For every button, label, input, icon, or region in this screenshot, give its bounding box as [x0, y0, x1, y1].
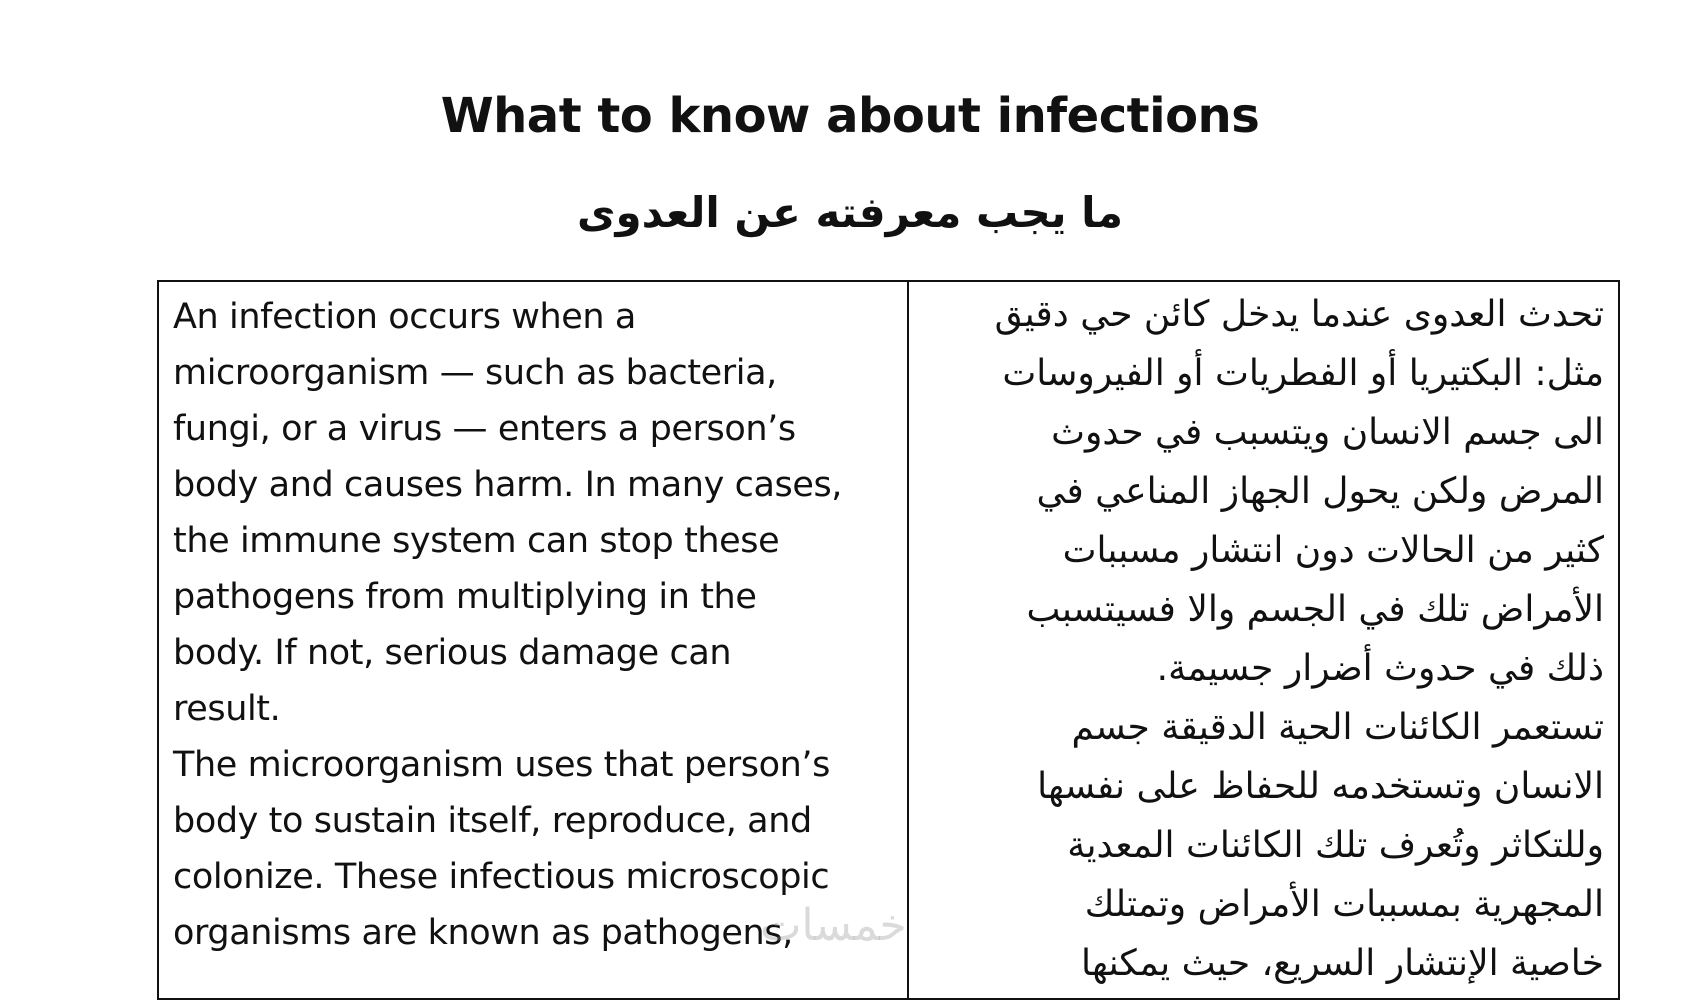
arabic-text-line: تستعمر الكائنات الحية الدقيقة جسم [1071, 707, 1604, 748]
english-text-line: fungi, or a virus — enters a person’s [173, 409, 796, 449]
arabic-text-line: المرض ولكن يحول الجهاز المناعي في [1036, 471, 1604, 512]
english-text-line: colonize. These infectious microscopic [173, 857, 830, 897]
english-column [159, 282, 909, 998]
arabic-text-line: الى جسم الانسان ويتسبب في حدوث [1051, 412, 1604, 453]
arabic-column [909, 282, 1618, 998]
arabic-text-line: الأمراض تلك في الجسم والا فسيتسبب [1026, 589, 1604, 630]
arabic-text-line: مثل: البكتيريا أو الفطريات أو الفيروسات [1002, 353, 1604, 394]
document-title-english: What to know about infections [440, 88, 1260, 144]
english-text-line: microorganism — such as bacteria, [173, 353, 777, 393]
bilingual-table [157, 280, 1620, 1000]
arabic-text-line: المجهرية بمسببات الأمراض وتمتلك [1084, 884, 1604, 925]
arabic-text-line: وللتكاثر وتُعرف تلك الكائنات المعدية [1067, 825, 1604, 866]
english-text-line: result. [173, 689, 281, 729]
english-text-line: The microorganism uses that person’s [173, 745, 830, 785]
english-text-line: body. If not, serious damage can [173, 633, 732, 673]
arabic-text-line: تحدث العدوى عندما يدخل كائن حي دقيق [994, 294, 1604, 335]
english-text-line: the immune system can stop these [173, 521, 780, 561]
english-text-line: pathogens from multiplying in the [173, 577, 757, 617]
arabic-text-line: ذلك في حدوث أضرار جسيمة. [1156, 648, 1604, 689]
english-text-line: organisms are known as pathogens, [173, 913, 793, 953]
arabic-text-line: الانسان وتستخدمه للحفاظ على نفسها [1037, 766, 1604, 807]
arabic-text-line: كثير من الحالات دون انتشار مسببات [1062, 530, 1604, 571]
document-title-arabic: ما يجب معرفته عن العدوى [577, 188, 1123, 237]
arabic-text-line: خاصية الإنتشار السريع، حيث يمكنها [1081, 943, 1604, 984]
english-text-line: An infection occurs when a [173, 297, 636, 337]
english-text-line: body to sustain itself, reproduce, and [173, 801, 812, 841]
english-text-line: body and causes harm. In many cases, [173, 465, 843, 505]
watermark-logo: خمسات [760, 900, 907, 951]
